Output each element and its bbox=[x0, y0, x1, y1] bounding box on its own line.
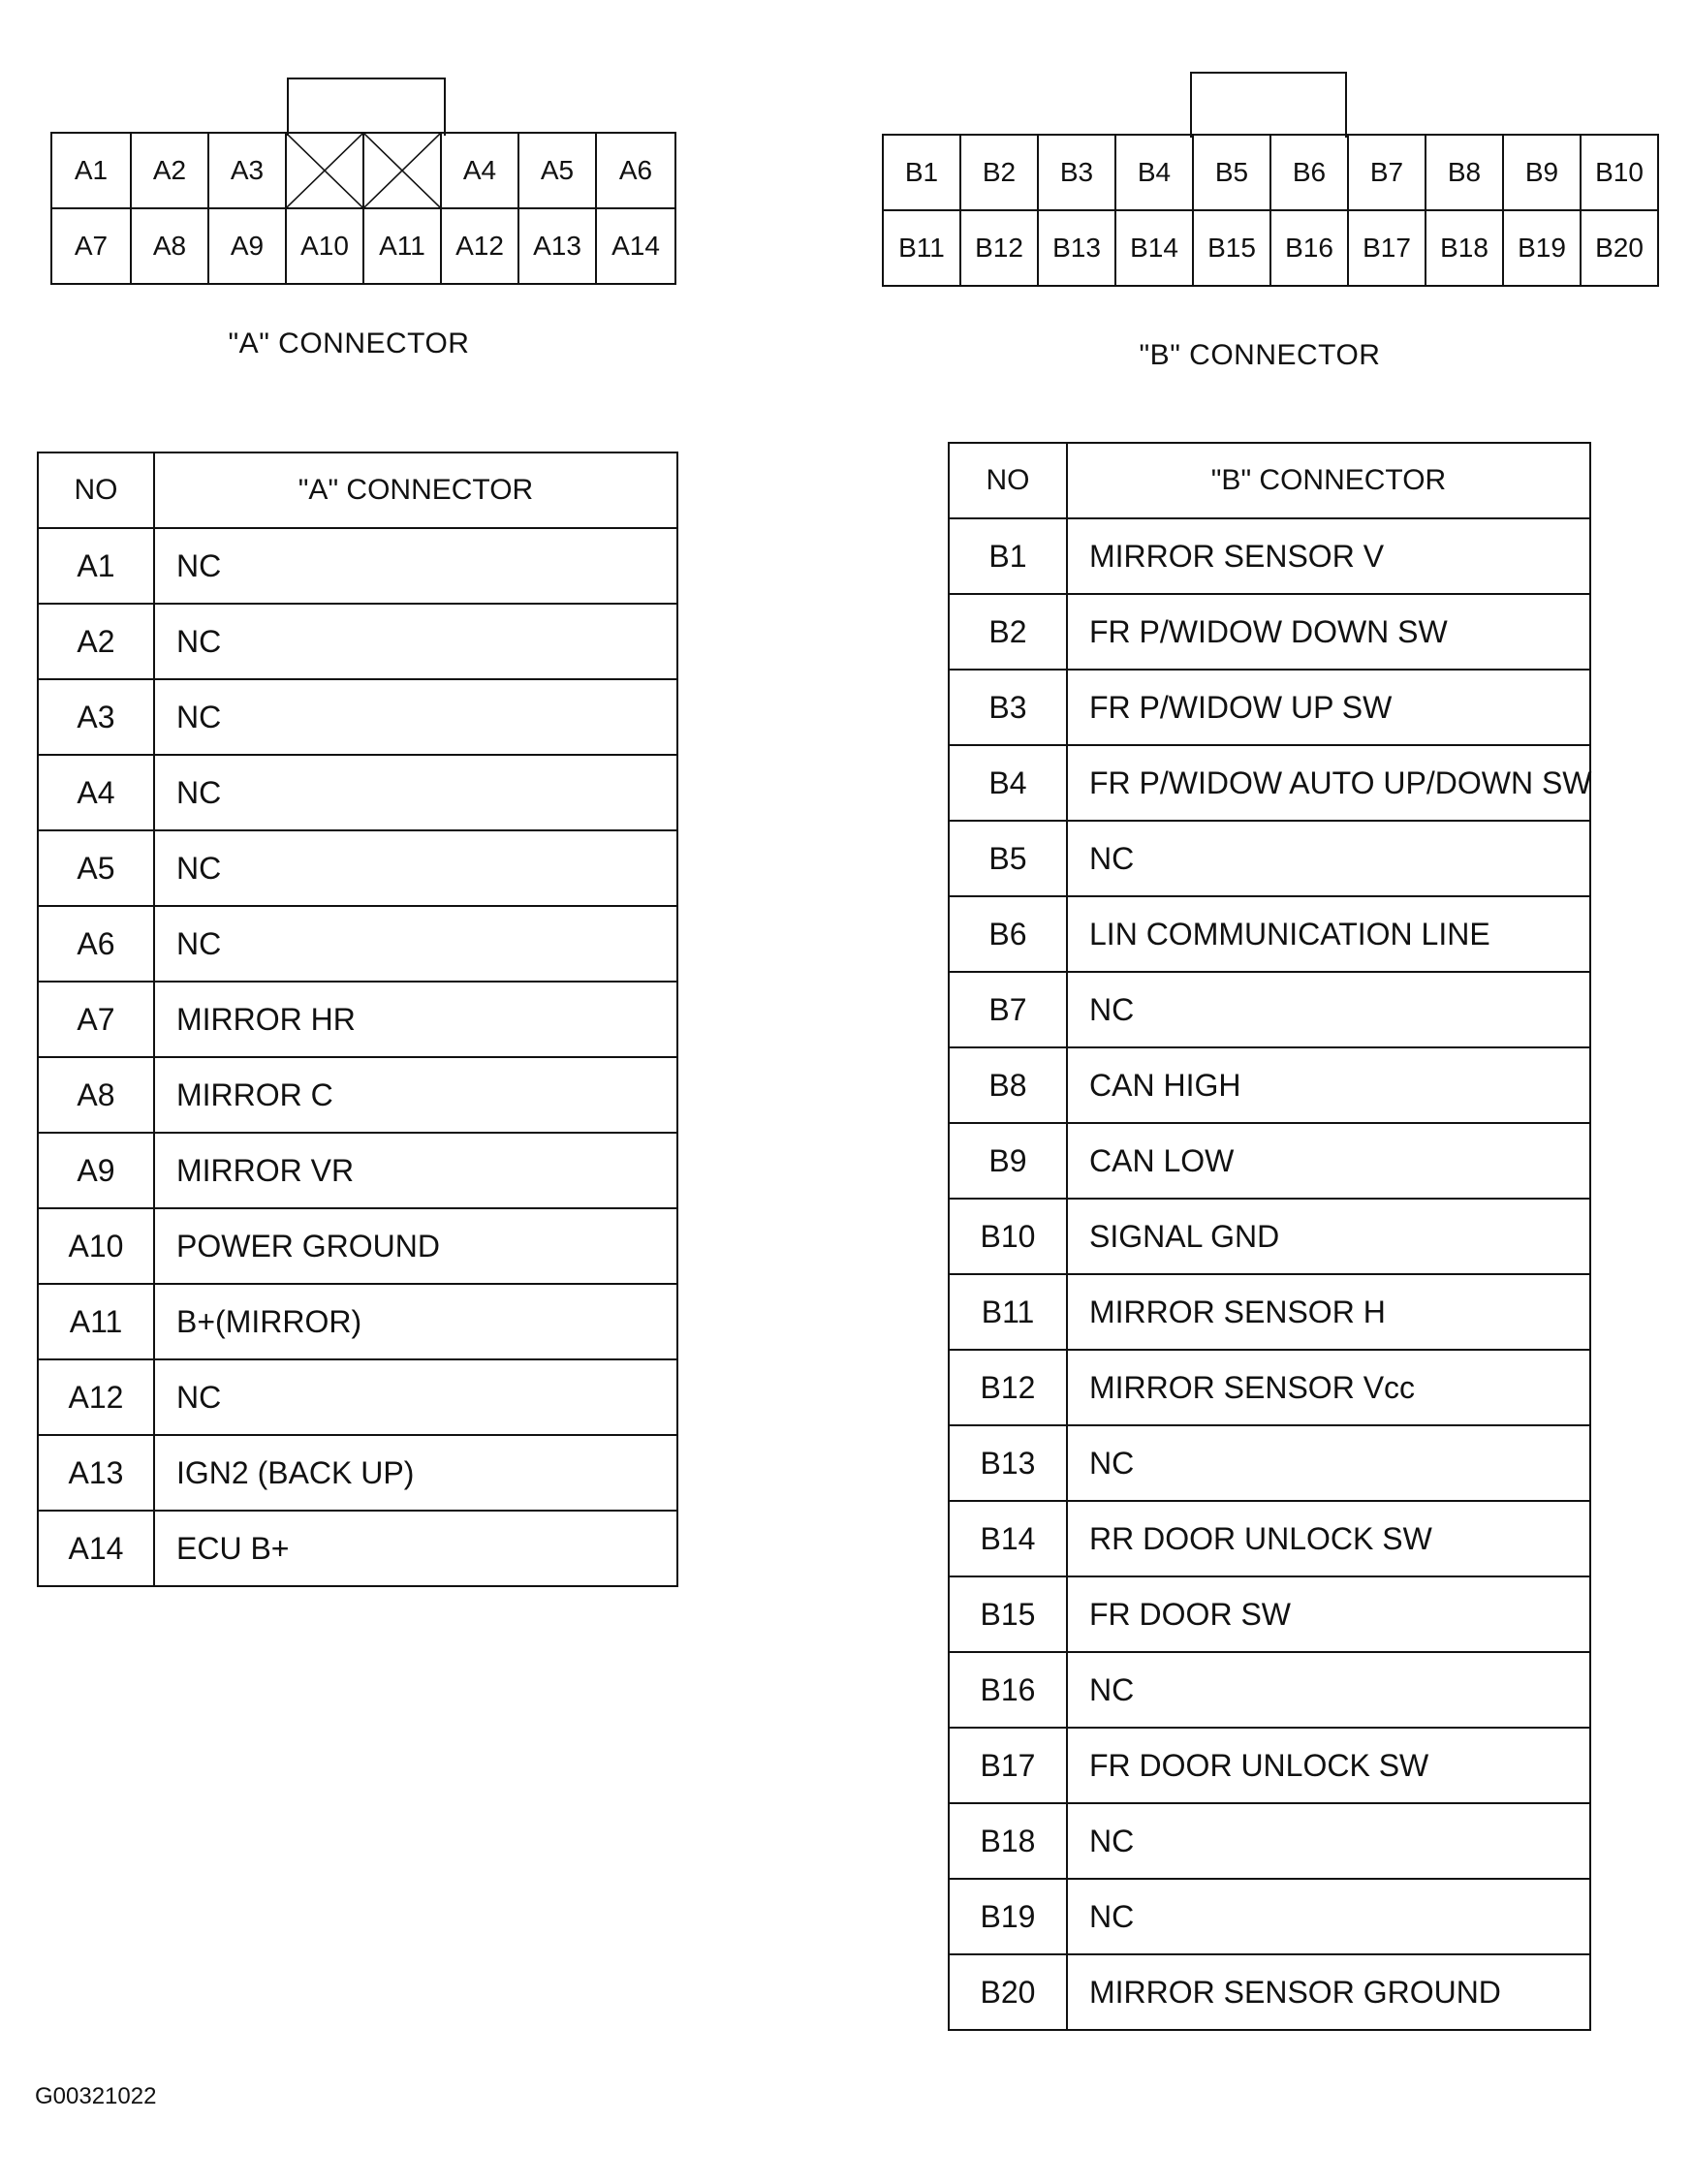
pin-number: A4 bbox=[38, 755, 154, 830]
connector-b-pin: B1 bbox=[883, 135, 960, 210]
connector-b-pin: B6 bbox=[1270, 135, 1348, 210]
pin-number: A13 bbox=[38, 1435, 154, 1511]
pin-number: A12 bbox=[38, 1359, 154, 1435]
pin-number: B16 bbox=[949, 1652, 1067, 1728]
table-row bbox=[38, 1435, 677, 1511]
pin-description: NC bbox=[1067, 821, 1590, 896]
pin-description: NC bbox=[1067, 1803, 1590, 1879]
pin-number: B12 bbox=[949, 1350, 1067, 1425]
table-row bbox=[949, 1425, 1590, 1501]
pin-description: NC bbox=[154, 604, 677, 679]
connector-a-pin: A11 bbox=[363, 208, 441, 284]
table-row bbox=[38, 982, 677, 1057]
pin-description: FR DOOR SW bbox=[1067, 1576, 1590, 1652]
connector-b-pin: B16 bbox=[1270, 210, 1348, 286]
connector-b-pin: B15 bbox=[1193, 210, 1270, 286]
table-row bbox=[38, 528, 677, 604]
pin-description: NC bbox=[1067, 972, 1590, 1047]
table-row bbox=[38, 1359, 677, 1435]
pin-description: NC bbox=[154, 906, 677, 982]
pin-number: B20 bbox=[949, 1954, 1067, 2030]
pin-number: B7 bbox=[949, 972, 1067, 1047]
table-row bbox=[949, 1879, 1590, 1954]
connector-a-pin: A7 bbox=[51, 208, 131, 284]
pin-number: B14 bbox=[949, 1501, 1067, 1576]
connector-a-pin: A1 bbox=[51, 133, 131, 208]
table-row bbox=[38, 1208, 677, 1284]
connector-b-pin: B11 bbox=[883, 210, 960, 286]
pin-number: A14 bbox=[38, 1511, 154, 1586]
pin-description: NC bbox=[154, 830, 677, 906]
connector-a-caption: "A" CONNECTOR bbox=[228, 328, 470, 359]
pin-number: A11 bbox=[38, 1284, 154, 1359]
connector-b-pin: B5 bbox=[1193, 135, 1270, 210]
pin-description: FR P/WIDOW DOWN SW bbox=[1067, 594, 1590, 670]
pin-number: B18 bbox=[949, 1803, 1067, 1879]
pin-description: SIGNAL GND bbox=[1067, 1199, 1590, 1274]
pin-number: B3 bbox=[949, 670, 1067, 745]
pin-number: B13 bbox=[949, 1425, 1067, 1501]
pin-description: NC bbox=[1067, 1652, 1590, 1728]
connector-a-pin-table bbox=[37, 452, 678, 1587]
table-row bbox=[949, 594, 1590, 670]
table-row bbox=[38, 679, 677, 755]
table-row bbox=[38, 830, 677, 906]
connector-a-pin: A13 bbox=[518, 208, 596, 284]
pin-description: FR P/WIDOW UP SW bbox=[1067, 670, 1590, 745]
pin-description: CAN LOW bbox=[1067, 1123, 1590, 1199]
connector-b-pin: B17 bbox=[1348, 210, 1426, 286]
figure-code: G00321022 bbox=[35, 2083, 157, 2109]
table-row bbox=[949, 745, 1590, 821]
pin-description: NC bbox=[1067, 1425, 1590, 1501]
pin-number: A1 bbox=[38, 528, 154, 604]
pin-description: POWER GROUND bbox=[154, 1208, 677, 1284]
table-row bbox=[949, 821, 1590, 896]
table-row bbox=[949, 518, 1590, 594]
pin-number: B1 bbox=[949, 518, 1067, 594]
pin-description: FR DOOR UNLOCK SW bbox=[1067, 1728, 1590, 1803]
table-row bbox=[38, 1284, 677, 1359]
pin-description: NC bbox=[1067, 1879, 1590, 1954]
pin-description: MIRROR SENSOR H bbox=[1067, 1274, 1590, 1350]
pin-number: B6 bbox=[949, 896, 1067, 972]
pin-number: A3 bbox=[38, 679, 154, 755]
connector-b-pin: B13 bbox=[1038, 210, 1115, 286]
connector-a-pin: A5 bbox=[518, 133, 596, 208]
table-row bbox=[949, 1954, 1590, 2030]
header-desc: "A" CONNECTOR bbox=[154, 452, 677, 528]
table-row bbox=[38, 604, 677, 679]
connector-b-latch bbox=[1190, 72, 1347, 138]
table-row bbox=[949, 1350, 1590, 1425]
table-row bbox=[949, 1199, 1590, 1274]
pin-description: NC bbox=[154, 1359, 677, 1435]
table-header-row bbox=[38, 452, 677, 528]
connector-a-pin: A10 bbox=[286, 208, 363, 284]
connector-a-pin: A8 bbox=[131, 208, 208, 284]
table-row bbox=[38, 1057, 677, 1133]
connector-a-pin: A9 bbox=[208, 208, 286, 284]
pin-description: NC bbox=[154, 528, 677, 604]
table-row bbox=[949, 1803, 1590, 1879]
table-row bbox=[949, 1274, 1590, 1350]
pin-description: MIRROR VR bbox=[154, 1133, 677, 1208]
table-row bbox=[949, 670, 1590, 745]
connector-a-pin: A12 bbox=[441, 208, 518, 284]
connector-a-diagram bbox=[50, 132, 676, 285]
pin-number: A10 bbox=[38, 1208, 154, 1284]
table-row bbox=[949, 1652, 1590, 1728]
connector-b-pin: B12 bbox=[960, 210, 1038, 286]
table-row bbox=[949, 972, 1590, 1047]
connector-a-pin: A2 bbox=[131, 133, 208, 208]
pin-description: LIN COMMUNICATION LINE bbox=[1067, 896, 1590, 972]
connector-b-pin: B18 bbox=[1426, 210, 1503, 286]
connector-a-blank-pin bbox=[363, 133, 441, 208]
pin-number: A5 bbox=[38, 830, 154, 906]
header-desc: "B" CONNECTOR bbox=[1067, 443, 1590, 518]
pin-number: B10 bbox=[949, 1199, 1067, 1274]
pin-number: A2 bbox=[38, 604, 154, 679]
connector-a-pin: A3 bbox=[208, 133, 286, 208]
pin-description: NC bbox=[154, 755, 677, 830]
connector-b-pin: B10 bbox=[1581, 135, 1658, 210]
pin-description: MIRROR SENSOR V bbox=[1067, 518, 1590, 594]
connector-b-pin: B3 bbox=[1038, 135, 1115, 210]
connector-b-pin-table bbox=[948, 442, 1591, 2031]
pin-number: B8 bbox=[949, 1047, 1067, 1123]
pin-description: CAN HIGH bbox=[1067, 1047, 1590, 1123]
table-row bbox=[38, 906, 677, 982]
connector-a-pin: A14 bbox=[596, 208, 675, 284]
pin-number: B19 bbox=[949, 1879, 1067, 1954]
pin-number: B5 bbox=[949, 821, 1067, 896]
connector-b-pin: B14 bbox=[1115, 210, 1193, 286]
table-row bbox=[949, 896, 1590, 972]
pin-number: A7 bbox=[38, 982, 154, 1057]
connector-b-pin: B4 bbox=[1115, 135, 1193, 210]
pin-description: ECU B+ bbox=[154, 1511, 677, 1586]
connector-b-caption: "B" CONNECTOR bbox=[1139, 339, 1381, 371]
table-row bbox=[949, 1501, 1590, 1576]
table-row bbox=[38, 755, 677, 830]
pin-description: FR P/WIDOW AUTO UP/DOWN SW bbox=[1067, 745, 1590, 821]
pin-description: MIRROR SENSOR GROUND bbox=[1067, 1954, 1590, 2030]
table-row bbox=[949, 1047, 1590, 1123]
table-row bbox=[949, 1728, 1590, 1803]
connector-b-pin: B2 bbox=[960, 135, 1038, 210]
connector-a-pin: A6 bbox=[596, 133, 675, 208]
connector-a-blank-pin bbox=[286, 133, 363, 208]
connector-a-latch bbox=[287, 78, 446, 136]
connector-b-pin: B19 bbox=[1503, 210, 1581, 286]
connector-b-pin: B9 bbox=[1503, 135, 1581, 210]
pin-description: NC bbox=[154, 679, 677, 755]
connector-a-pin: A4 bbox=[441, 133, 518, 208]
pin-number: B15 bbox=[949, 1576, 1067, 1652]
table-row bbox=[949, 1576, 1590, 1652]
table-row bbox=[38, 1133, 677, 1208]
pin-number: B2 bbox=[949, 594, 1067, 670]
connector-b-pin: B7 bbox=[1348, 135, 1426, 210]
pin-description: B+(MIRROR) bbox=[154, 1284, 677, 1359]
table-row bbox=[38, 1511, 677, 1586]
header-no: NO bbox=[949, 443, 1067, 518]
table-header-row bbox=[949, 443, 1590, 518]
connector-b-pin: B20 bbox=[1581, 210, 1658, 286]
pin-description: IGN2 (BACK UP) bbox=[154, 1435, 677, 1511]
pin-description: RR DOOR UNLOCK SW bbox=[1067, 1501, 1590, 1576]
pin-number: B11 bbox=[949, 1274, 1067, 1350]
table-row bbox=[949, 1123, 1590, 1199]
pin-description: MIRROR HR bbox=[154, 982, 677, 1057]
pin-description: MIRROR SENSOR Vcc bbox=[1067, 1350, 1590, 1425]
pin-number: A8 bbox=[38, 1057, 154, 1133]
connector-b-diagram bbox=[882, 134, 1659, 287]
header-no: NO bbox=[38, 452, 154, 528]
pin-number: B9 bbox=[949, 1123, 1067, 1199]
pin-description: MIRROR C bbox=[154, 1057, 677, 1133]
pin-number: B17 bbox=[949, 1728, 1067, 1803]
pin-number: B4 bbox=[949, 745, 1067, 821]
pin-number: A9 bbox=[38, 1133, 154, 1208]
connector-b-pin: B8 bbox=[1426, 135, 1503, 210]
pin-number: A6 bbox=[38, 906, 154, 982]
